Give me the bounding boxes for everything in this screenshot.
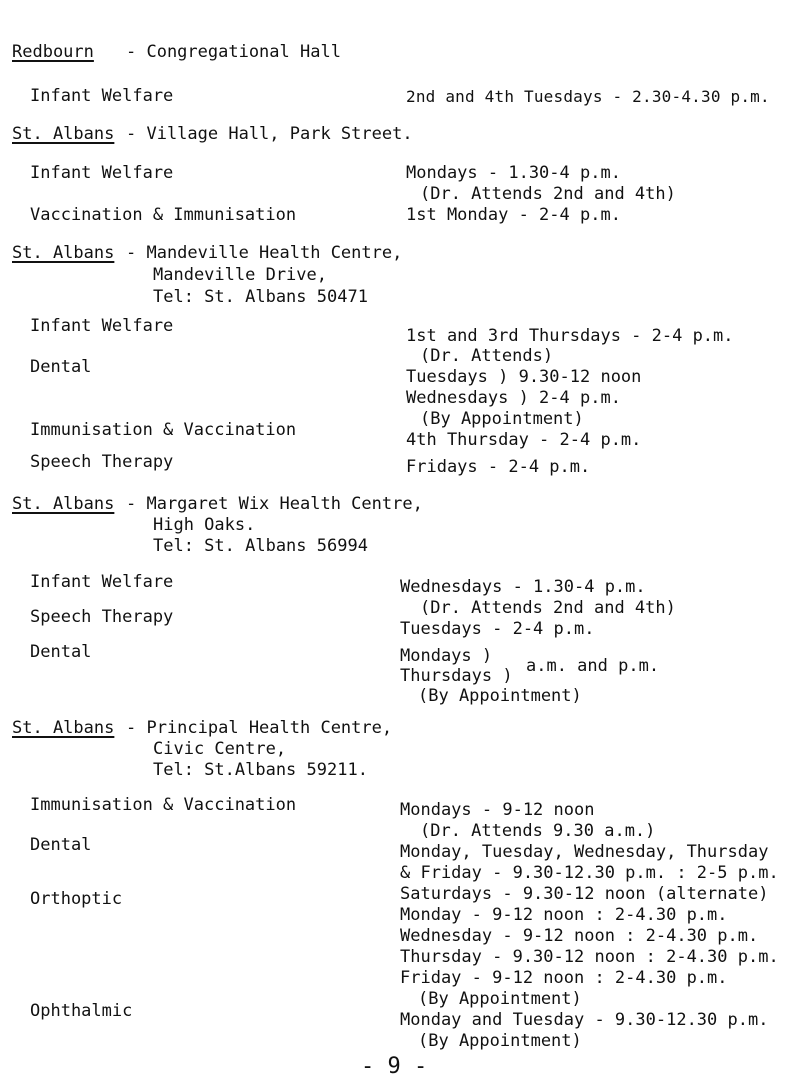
schedule-note: (By Appointment)	[418, 989, 582, 1009]
service-speech-therapy: Speech Therapy	[30, 452, 174, 472]
schedule-note: (Dr. Attends 9.30 a.m.)	[420, 821, 656, 841]
page-number: - 9 -	[361, 1054, 428, 1079]
service-ophthalmic: Ophthalmic	[30, 1001, 133, 1021]
place-st-albans: St. Albans	[12, 494, 115, 514]
venue-principal-health-centre: - Principal Health Centre,	[126, 718, 393, 738]
venue-congregational-hall: - Congregational Hall	[126, 42, 341, 62]
schedule-text: & Friday - 9.30-12.30 p.m. : 2-5 p.m.	[400, 863, 779, 883]
place-st-albans: St. Albans	[12, 243, 115, 263]
service-infant-welfare: Infant Welfare	[30, 572, 174, 592]
schedule-text: Mondays - 1.30-4 p.m.	[406, 163, 621, 183]
schedule-text: 1st Monday - 2-4 p.m.	[406, 205, 621, 225]
schedule-text: Saturdays - 9.30-12 noon (alternate)	[400, 884, 769, 904]
service-infant-welfare: Infant Welfare	[30, 163, 174, 183]
schedule-note: (Dr. Attends)	[420, 346, 554, 366]
venue-mandeville-health-centre: - Mandeville Health Centre,	[126, 243, 403, 263]
schedule-note: (By Appointment)	[418, 686, 582, 706]
schedule-text: Monday - 9-12 noon : 2-4.30 p.m.	[400, 905, 728, 925]
schedule-text: Mondays - 9-12 noon	[400, 800, 595, 820]
venue-telephone: Tel: St. Albans 50471	[153, 287, 368, 307]
venue-address: Civic Centre,	[153, 739, 287, 759]
venue-address: High Oaks.	[153, 515, 256, 535]
schedule-text: Mondays )	[400, 646, 493, 666]
schedule-text: 4th Thursday - 2-4 p.m.	[406, 430, 642, 450]
schedule-text: Tuesdays - 2-4 p.m.	[400, 619, 595, 639]
schedule-note: (Dr. Attends 2nd and 4th)	[420, 184, 676, 204]
schedule-text: 2nd and 4th Tuesdays - 2.30-4.30 p.m.	[406, 87, 770, 106]
venue-telephone: Tel: St. Albans 56994	[153, 536, 368, 556]
schedule-text: Friday - 9-12 noon : 2-4.30 p.m.	[400, 968, 728, 988]
schedule-text: Monday, Tuesday, Wednesday, Thursday	[400, 842, 769, 862]
place-st-albans: St. Albans	[12, 124, 115, 144]
service-speech-therapy: Speech Therapy	[30, 607, 174, 627]
place-redbourn: Redbourn	[12, 42, 94, 62]
service-infant-welfare: Infant Welfare	[30, 316, 174, 336]
place-st-albans: St. Albans	[12, 718, 115, 738]
schedule-text: Wednesday - 9-12 noon : 2-4.30 p.m.	[400, 926, 759, 946]
schedule-text: Monday and Tuesday - 9.30-12.30 p.m.	[400, 1010, 769, 1030]
venue-village-hall: - Village Hall, Park Street.	[126, 124, 413, 144]
schedule-text: Thursdays )	[400, 666, 513, 686]
schedule-text: Thursday - 9.30-12 noon : 2-4.30 p.m.	[400, 947, 779, 967]
service-immunisation-vaccination: Immunisation & Vaccination	[30, 795, 297, 815]
venue-address: Mandeville Drive,	[153, 265, 327, 285]
schedule-text: Tuesdays ) 9.30-12 noon	[406, 367, 642, 387]
venue-telephone: Tel: St.Albans 59211.	[153, 760, 368, 780]
schedule-note: (Dr. Attends 2nd and 4th)	[420, 598, 676, 618]
schedule-text: Fridays - 2-4 p.m.	[406, 457, 591, 477]
service-infant-welfare: Infant Welfare	[30, 86, 174, 106]
schedule-text: 1st and 3rd Thursdays - 2-4 p.m.	[406, 326, 734, 346]
venue-margaret-wix-health-centre: - Margaret Wix Health Centre,	[126, 494, 423, 514]
schedule-note: (By Appointment)	[420, 409, 584, 429]
service-dental: Dental	[30, 835, 92, 855]
schedule-text: Wednesdays ) 2-4 p.m.	[406, 388, 621, 408]
service-vaccination-immunisation: Vaccination & Immunisation	[30, 205, 297, 225]
service-dental: Dental	[30, 642, 92, 662]
service-immunisation-vaccination: Immunisation & Vaccination	[30, 420, 297, 440]
schedule-text: a.m. and p.m.	[526, 656, 660, 676]
schedule-note: (By Appointment)	[418, 1031, 582, 1051]
service-orthoptic: Orthoptic	[30, 889, 123, 909]
schedule-text: Wednesdays - 1.30-4 p.m.	[400, 577, 646, 597]
service-dental: Dental	[30, 357, 92, 377]
